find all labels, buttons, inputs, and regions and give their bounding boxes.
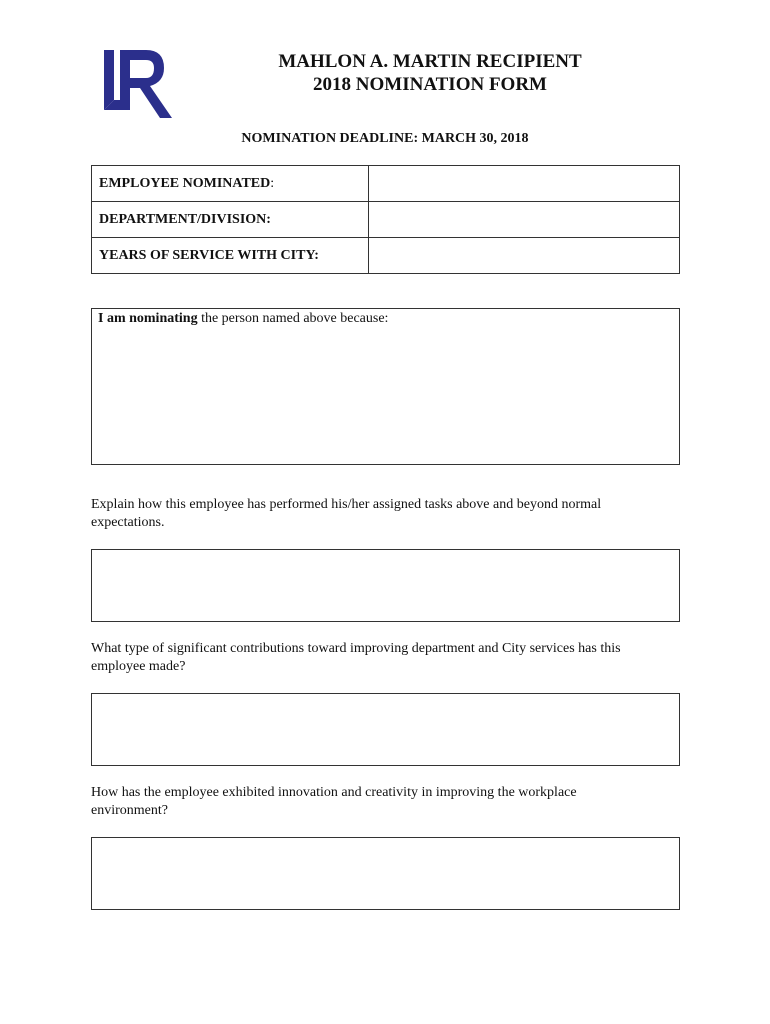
employee-nominated-field[interactable]	[369, 166, 680, 202]
answer-box-above-beyond[interactable]	[91, 549, 680, 622]
nomination-prompt-text: the person named above because:	[197, 311, 389, 326]
logo-l-shape	[104, 50, 114, 110]
answer-box-innovation[interactable]	[91, 837, 680, 910]
nomination-prompt-bold: I am nominating	[98, 311, 198, 326]
table-row	[92, 202, 680, 238]
answer-box-contributions[interactable]	[91, 693, 680, 766]
form-title-line1: MAHLON A. MARTIN RECIPIENT	[278, 51, 582, 72]
city-logo	[100, 48, 176, 120]
department-division-label: DEPARTMENT/DIVISION:	[92, 202, 369, 238]
table-row	[92, 166, 680, 202]
question-above-beyond: Explain how this employee has performed his/her assigned tasks above and beyond normal expectations.	[91, 497, 602, 530]
years-of-service-field[interactable]	[369, 238, 680, 274]
table-row	[92, 238, 680, 274]
question-innovation: How has the employee exhibited innovation and creativity in improving the workplace environment?	[91, 785, 577, 818]
employee-info-table	[91, 165, 680, 274]
question-contributions: What type of significant contributions toward improving department and City services has this employee made?	[91, 641, 621, 674]
department-division-field[interactable]	[369, 202, 680, 238]
nomination-reason-box[interactable]	[91, 308, 680, 465]
employee-nominated-label: EMPLOYEE NOMINATED:	[92, 166, 369, 202]
form-title-line2: 2018 NOMINATION FORM	[313, 74, 547, 95]
years-of-service-label: YEARS OF SERVICE WITH CITY:	[92, 238, 369, 274]
nomination-deadline: NOMINATION DEADLINE: MARCH 30, 2018	[241, 131, 529, 146]
